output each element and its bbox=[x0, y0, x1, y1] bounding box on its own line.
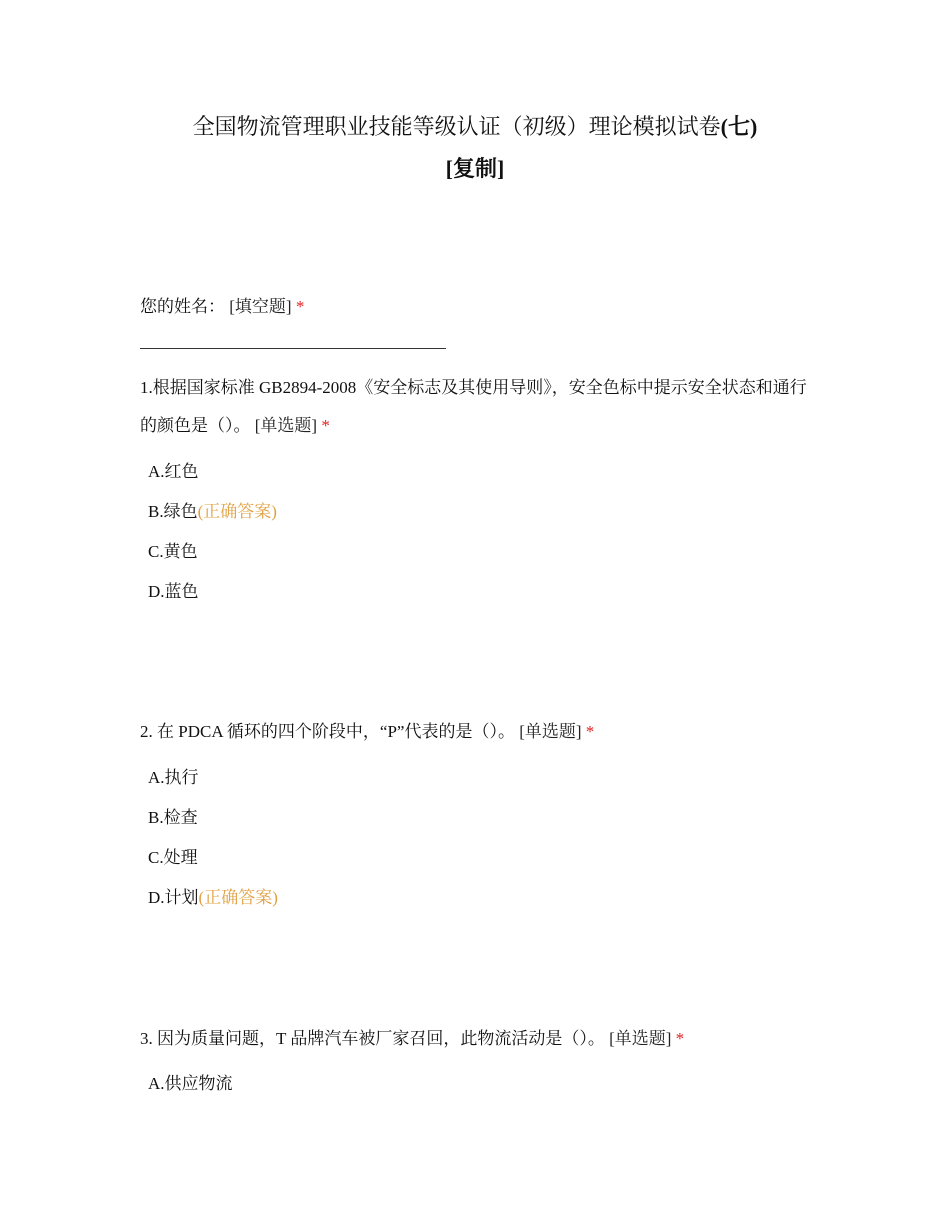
question-1 bbox=[140, 369, 820, 445]
correct-answer-label: (正确答案) bbox=[198, 888, 278, 907]
required-marker: * bbox=[295, 297, 305, 316]
required-marker: * bbox=[675, 1029, 685, 1048]
correct-answer-label: (正确答案) bbox=[197, 502, 277, 521]
question-text: 1.根据国家标准 GB2894-2008《安全标志及其使用导则》，安全色标中提示安全状态和通行的颜色是（）。 bbox=[140, 378, 807, 435]
option-a[interactable]: A.红色 bbox=[148, 462, 199, 481]
question-text: 3. 因为质量问题，T 品牌汽车被厂家召回，此物流活动是（）。 bbox=[140, 1029, 605, 1048]
option-c[interactable]: C.处理 bbox=[148, 848, 198, 867]
option-c[interactable]: C.黄色 bbox=[148, 542, 198, 561]
question-type-tag: [单选题] bbox=[609, 1029, 672, 1048]
name-label: 您的姓名： bbox=[140, 297, 225, 316]
page-title bbox=[140, 106, 810, 190]
question-text: 2. 在 PDCA 循环的四个阶段中，“P”代表的是（）。 bbox=[140, 722, 515, 741]
name-question bbox=[140, 288, 820, 326]
required-marker: * bbox=[585, 722, 595, 741]
question-type-tag: [单选题] bbox=[519, 722, 582, 741]
option-b[interactable]: B.绿色(正确答案) bbox=[148, 502, 277, 521]
name-input-line[interactable] bbox=[140, 348, 446, 349]
option-a[interactable]: A.执行 bbox=[148, 768, 199, 787]
copy-tag: [复制] bbox=[445, 156, 505, 181]
title-suffix: (七) bbox=[720, 114, 758, 139]
option-d[interactable]: D.蓝色 bbox=[148, 582, 199, 601]
option-a[interactable]: A.供应物流 bbox=[148, 1074, 233, 1093]
question-type-tag: [单选题] bbox=[254, 416, 318, 435]
question-2 bbox=[140, 713, 820, 751]
required-marker: * bbox=[321, 416, 330, 435]
option-d[interactable]: D.计划(正确答案) bbox=[148, 888, 278, 907]
question-3 bbox=[140, 1020, 820, 1058]
option-b[interactable]: B.检查 bbox=[148, 808, 198, 827]
title-main: 全国物流管理职业技能等级认证（初级）理论模拟试卷 bbox=[192, 114, 721, 139]
question-type-tag: [填空题] bbox=[229, 297, 292, 316]
